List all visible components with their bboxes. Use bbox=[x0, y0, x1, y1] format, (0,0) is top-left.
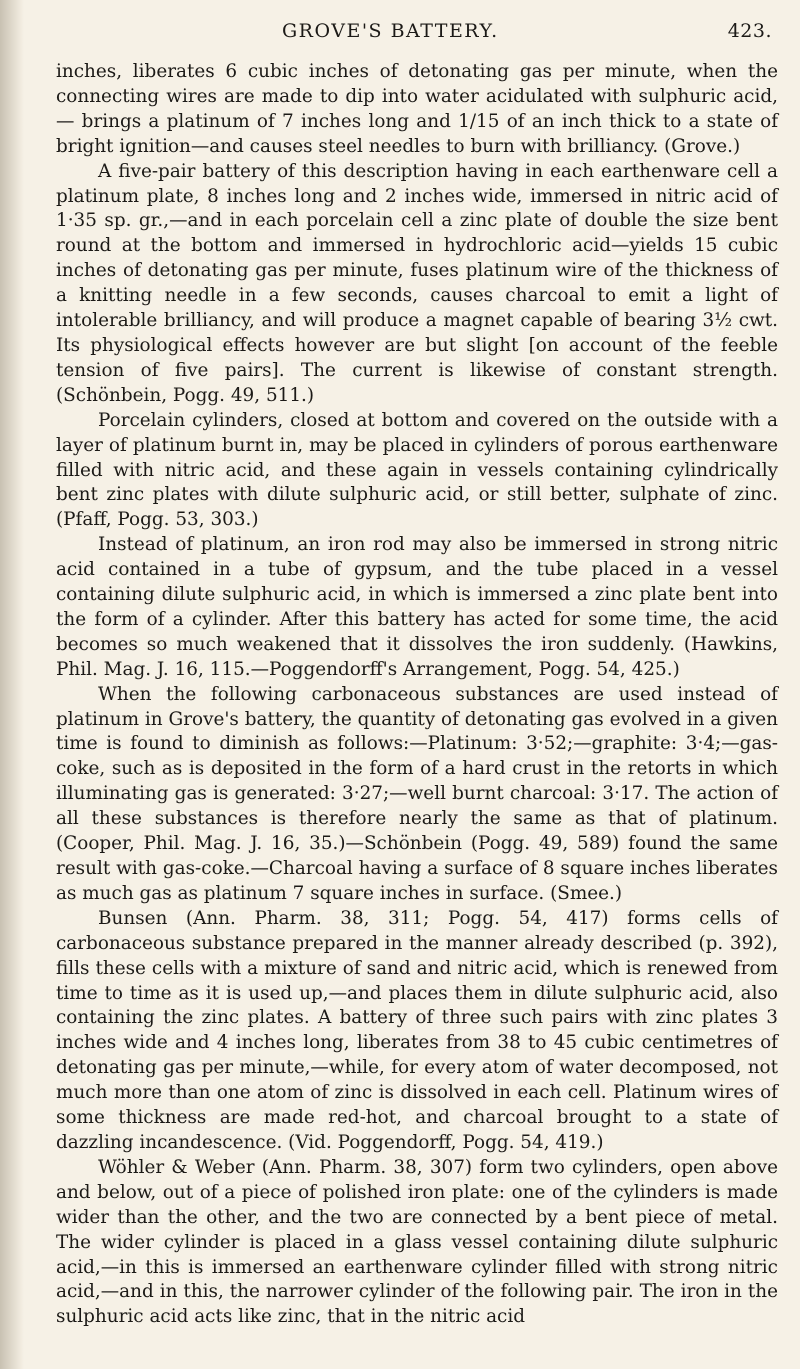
page-binding-shadow bbox=[0, 0, 24, 1369]
paragraph-4: Instead of platinum, an iron rod may also be immersed in strong nitric acid contained in a tube of gypsum, and the tube placed in a vessel containing dilute sulphuric acid, in which is immersed a zinc plate bent into the form of a cylinder. After this battery has acted for some time, the acid becomes so much weakened that it dissolves the iron suddenly. (Hawkins, Phil. Mag. J. 16, 115.—Poggendorff's Arrangement, Pogg. 54, 425.) bbox=[56, 534, 778, 680]
paragraph-1: inches, liberates 6 cubic inches of detonating gas per minute, when the connecting wires are made to dip into water acidulated with sulphuric acid,— brings a platinum of 7 inches long and 1/15 of an inch thick to a state of bright ignition—and causes steel needles to burn with brilliancy. (Grove.) bbox=[56, 61, 778, 157]
running-head bbox=[56, 16, 778, 48]
paragraph-7: Wöhler & Weber (Ann. Pharm. 38, 307) form two cylinders, open above and below, out of a piece of polished iron plate: one of the cylinders is made wider than the other, and the two are connected by a bent piece of metal. The wider cylinder is placed in a glass vessel containing dilute sulphuric acid,—in this is immersed an earthenware cylinder filled with strong nitric acid,—and in this, the narrower cylinder of the following pair. The iron in the sulphuric acid acts like zinc, that in the nitric acid bbox=[56, 1156, 778, 1328]
page-number: 423. bbox=[727, 20, 772, 42]
paragraph-6: Bunsen (Ann. Pharm. 38, 311; Pogg. 54, 417) forms cells of carbonaceous substance prepared in the manner already described (p. 392), fills these cells with a mixture of sand and nitric acid, which is renewed from time to time as it is used up,—and places them in dilute sulphuric acid, also containing the zinc plates. A battery of three such pairs with zinc plates 3 inches wide and 4 inches long, liberates from 38 to 45 cubic centimetres of detonating gas per minute,—while, for every atom of water decomposed, not much more than one atom of zinc is dissolved in each cell. Platinum wires of some thickness are made red-hot, and charcoal brought to a state of dazzling incandescence. (Vid. Poggendorff, Pogg. 54, 419.) bbox=[56, 907, 778, 1153]
paragraph-5: When the following carbonaceous substances are used instead of platinum in Grove's battery, the quantity of detonating gas evolved in a given time is found to diminish as follows:—Platinum: 3·52;—graphite: 3·4;—gas-coke, such as is deposited in the form of a hard crust in the retorts in which illuminating gas is generated: 3·27;—well burnt charcoal: 3·17. The action of all these substances is therefore nearly the same as that of platinum. (Cooper, Phil. Mag. J. 16, 35.)—Schönbein (Pogg. 49, 589) found the same result with gas-coke.—Charcoal having a surface of 8 square inches liberates as much gas as platinum 7 square inches in surface. (Smee.) bbox=[56, 683, 778, 904]
page-title: GROVE'S BATTERY. bbox=[282, 20, 499, 42]
paragraph-2: A five-pair battery of this description having in each earthenware cell a platinum plate, 8 inches long and 2 inches wide, immersed in nitric acid of 1·35 sp. gr.,—and in each porcelain cell a zinc plate of double the size bent round at the bottom and immersed in hydrochloric acid—yields 15 cubic inches of detonating gas per minute, fuses platinum wire of the thickness of a knitting needle in a few seconds, causes charcoal to emit a light of intolerable brilliancy, and will produce a magnet capable of bearing 3½ cwt. Its physiological effects however are but slight [on account of the feeble tension of five pairs]. The current is likewise of constant strength. (Schönbein, Pogg. 49, 511.) bbox=[56, 160, 778, 406]
body-text bbox=[56, 60, 778, 1330]
paragraph-3: Porcelain cylinders, closed at bottom and covered on the outside with a layer of platinum burnt in, may be placed in cylinders of porous earthenware filled with nitric acid, and these again in vessels containing cylindrically bent zinc plates with dilute sulphuric acid, or still better, sulphate of zinc. (Pfaff, Pogg. 53, 303.) bbox=[56, 409, 778, 531]
